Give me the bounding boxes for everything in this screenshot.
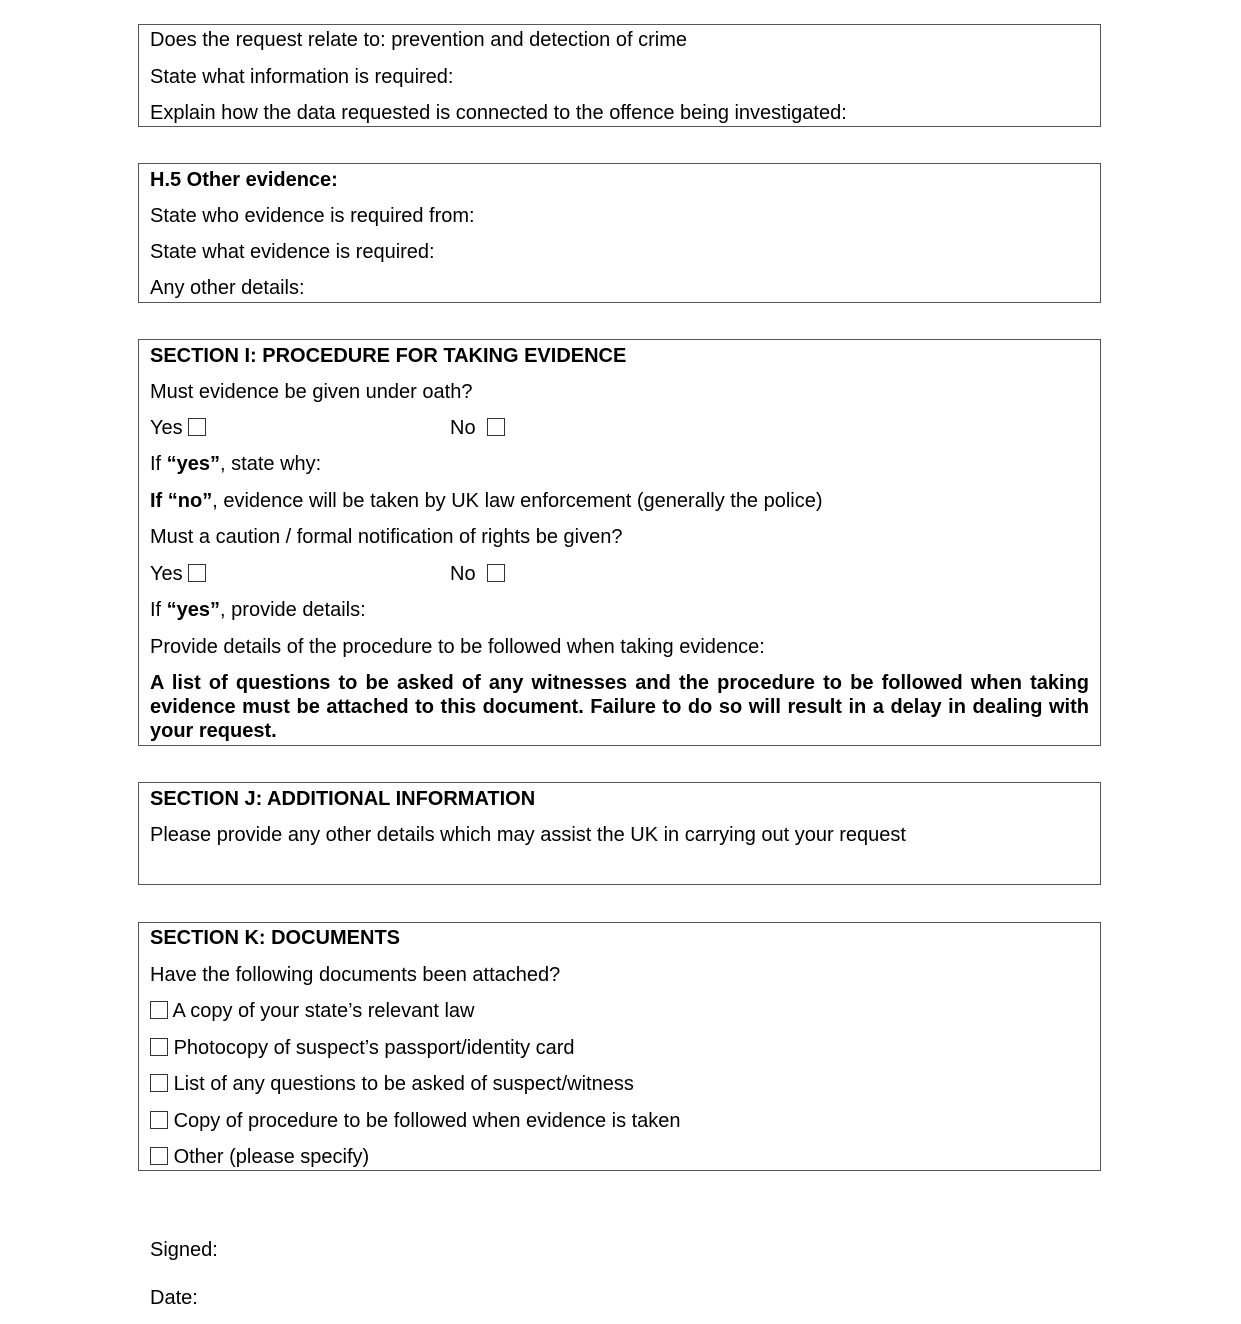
document-checkbox[interactable] [150,1038,168,1056]
caution-question: Must a caution / formal notification of rights be given? [150,526,623,548]
caution-yes-option[interactable] [150,562,206,586]
oath-no-checkbox[interactable] [487,418,505,436]
document-label: Photocopy of suspect’s passport/identity card [173,1037,575,1059]
caution-if-yes-line [150,598,366,622]
caution-no-checkbox[interactable] [487,564,505,582]
document-item[interactable] [150,1036,575,1060]
document-item[interactable] [150,999,474,1023]
document-checkbox[interactable] [150,1111,168,1129]
oath-yes-checkbox[interactable] [188,418,206,436]
other-details-label: Any other details: [150,277,305,299]
section-j-heading: SECTION J: ADDITIONAL INFORMATION [150,788,536,810]
oath-no-label: No [450,417,476,439]
documents-question: Have the following documents been attached? [150,964,561,986]
document-label: Copy of procedure to be followed when evidence is taken [173,1110,681,1132]
document-checkbox[interactable] [150,1074,168,1092]
section-k-box [138,922,1101,1171]
attachment-notice: A list of questions to be asked of any witnesses and the procedure to be followed when taking evidence must be attached to this document. Failure to do so will result in a delay in dealing with your request. [150,672,1089,742]
oath-question: Must evidence be given under oath? [150,381,473,403]
oath-yes-option[interactable] [150,416,206,440]
evidence-required-label: State what evidence is required: [150,241,435,263]
document-item[interactable] [150,1145,369,1169]
evidence-from-label: State who evidence is required from: [150,205,475,227]
caution-yes-checkbox[interactable] [188,564,206,582]
information-required-label: State what information is required: [150,66,454,88]
yes-quoted: “yes” [166,599,221,621]
procedure-prompt: Provide details of the procedure to be followed when taking evidence: [150,636,765,658]
section-i-heading: SECTION I: PROCEDURE FOR TAKING EVIDENCE [150,345,627,367]
document-label: A copy of your state’s relevant law [172,1000,475,1022]
document-checkbox[interactable] [150,1001,168,1019]
document-checkbox[interactable] [150,1147,168,1165]
oath-no-option[interactable] [450,416,505,440]
caution-yes-label: Yes [150,563,183,585]
if-prefix: If [150,453,167,475]
date-label: Date: [150,1287,198,1309]
provide-details-text: , provide details: [220,599,366,621]
other-evidence-box [138,163,1101,303]
caution-no-label: No [450,563,476,585]
state-why-text: , state why: [220,453,322,475]
data-connection-label: Explain how the data requested is connected to the offence being investigated: [150,102,847,124]
document-label: List of any questions to be asked of suspect/witness [173,1073,634,1095]
if-prefix: If [150,599,167,621]
caution-no-option[interactable] [450,562,505,586]
section-j-box [138,782,1101,885]
additional-info-prompt: Please provide any other details which may assist the UK in carrying out your request [150,824,906,846]
section-i-box [138,339,1101,746]
other-evidence-heading: H.5 Other evidence: [150,169,338,191]
crime-details-box [138,24,1101,127]
oath-yes-label: Yes [150,417,183,439]
signed-label: Signed: [150,1239,218,1261]
if-no-line [150,489,823,513]
if-no-text: , evidence will be taken by UK law enforcement (generally the police) [212,490,823,512]
if-no-prefix: If “no” [150,490,213,512]
yes-quoted: “yes” [166,453,221,475]
document-item[interactable] [150,1109,681,1133]
document-label: Other (please specify) [173,1146,370,1168]
crime-relation-label: Does the request relate to: prevention and detection of crime [150,29,687,51]
oath-if-yes-line [150,452,321,476]
section-k-heading: SECTION K: DOCUMENTS [150,927,400,949]
document-item[interactable] [150,1072,634,1096]
